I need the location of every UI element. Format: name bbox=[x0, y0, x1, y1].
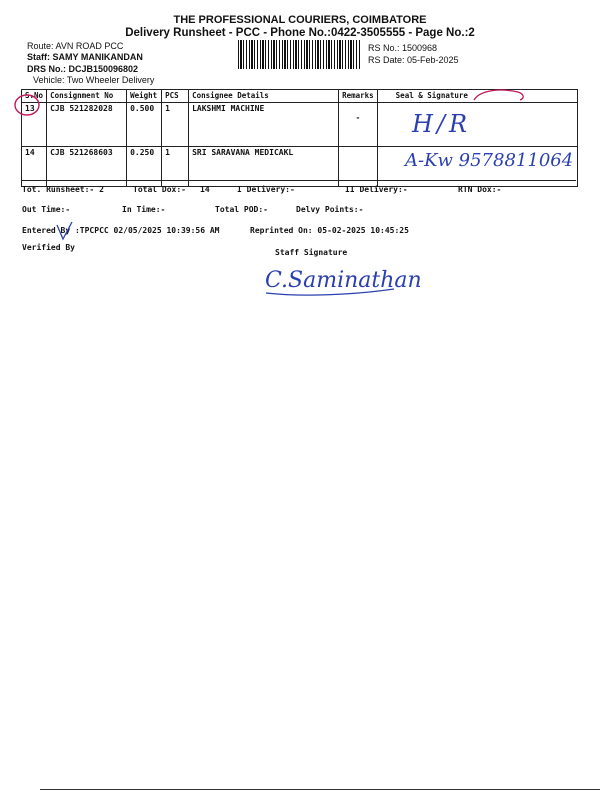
staff-text: Staff: SAMY MANIKANDAN bbox=[27, 52, 143, 62]
rs-date: RS Date: 05-Feb-2025 bbox=[368, 55, 459, 65]
i-delivery: I Delivery:- bbox=[237, 185, 295, 194]
row-consignee: SRI SARAVANA MEDICAKL bbox=[189, 147, 339, 187]
divider-line bbox=[21, 180, 576, 181]
drs-number: DRS No.: DCJB150096802 bbox=[27, 64, 139, 74]
row-consignee: LAKSHMI MACHINE bbox=[189, 103, 339, 147]
col-consignee: Consignee Details bbox=[189, 90, 339, 103]
check-mark bbox=[54, 219, 76, 243]
circle-mark bbox=[12, 92, 42, 118]
total-pod: Total POD:- bbox=[215, 205, 268, 214]
col-weight: Weight bbox=[127, 90, 162, 103]
col-pcs: PCS bbox=[162, 90, 189, 103]
total-dox-value: 14 bbox=[200, 185, 210, 194]
tot-runsheet: Tot. Runsheet:- 2 bbox=[22, 185, 104, 194]
staff-signature: C.Saminathan bbox=[265, 268, 422, 293]
col-seal: Seal & Signature bbox=[377, 90, 577, 103]
rs-number: RS No.: 1500968 bbox=[368, 43, 438, 53]
reprinted-on: Reprinted On: 05-02-2025 10:45:25 bbox=[250, 226, 409, 235]
barcode bbox=[238, 40, 360, 69]
row-weight: 0.500 bbox=[127, 103, 162, 147]
out-time: Out Time:- bbox=[22, 205, 71, 214]
row-pcs: 1 bbox=[162, 147, 189, 187]
in-time: In Time:- bbox=[122, 205, 166, 214]
col-sno: S.No bbox=[22, 90, 47, 103]
row-seal bbox=[377, 103, 577, 147]
row-consignment: CJB 521282028 bbox=[47, 103, 127, 147]
delvy-points: Delvy Points:- bbox=[296, 205, 364, 214]
verified-by: Verified By bbox=[22, 243, 75, 252]
row-pcs: 1 bbox=[162, 103, 189, 147]
col-remarks: Remarks bbox=[339, 90, 378, 103]
row-sno: 13 bbox=[22, 103, 47, 147]
entered-by: Entered By :TPCPCC 02/05/2025 10:39:56 AM bbox=[22, 226, 220, 235]
signature-underline bbox=[262, 285, 402, 299]
row-weight: 0.250 bbox=[127, 147, 162, 187]
table-row bbox=[22, 103, 578, 147]
row14-signature: A-Kw 9578811064 bbox=[405, 150, 574, 171]
rtn-dox: RTN Dox:- bbox=[458, 185, 502, 194]
row13-signature: H/R bbox=[412, 110, 472, 138]
runsheet-subtitle: Delivery Runsheet - PCC - Phone No.:0422-3505555 - Page No.:2 bbox=[125, 27, 475, 39]
row-consignment: CJB 521268603 bbox=[47, 147, 127, 187]
route-text: Route: AVN ROAD PCC bbox=[27, 41, 124, 51]
col-consignment: Consignment No bbox=[47, 90, 127, 103]
staff-signature-label: Staff Signature bbox=[275, 248, 348, 257]
ii-delivery: II Delivery:- bbox=[345, 185, 408, 194]
row-remarks: - bbox=[339, 103, 378, 147]
vehicle-text: Vehicle: Two Wheeler Delivery bbox=[33, 75, 155, 85]
bottom-edge-line bbox=[40, 789, 600, 790]
company-title: THE PROFESSIONAL COURIERS, COIMBATORE bbox=[173, 14, 427, 26]
pen-scribble bbox=[470, 88, 530, 104]
row-sno: 14 bbox=[22, 147, 47, 187]
total-dox-label: Total Dox:- bbox=[133, 185, 186, 194]
